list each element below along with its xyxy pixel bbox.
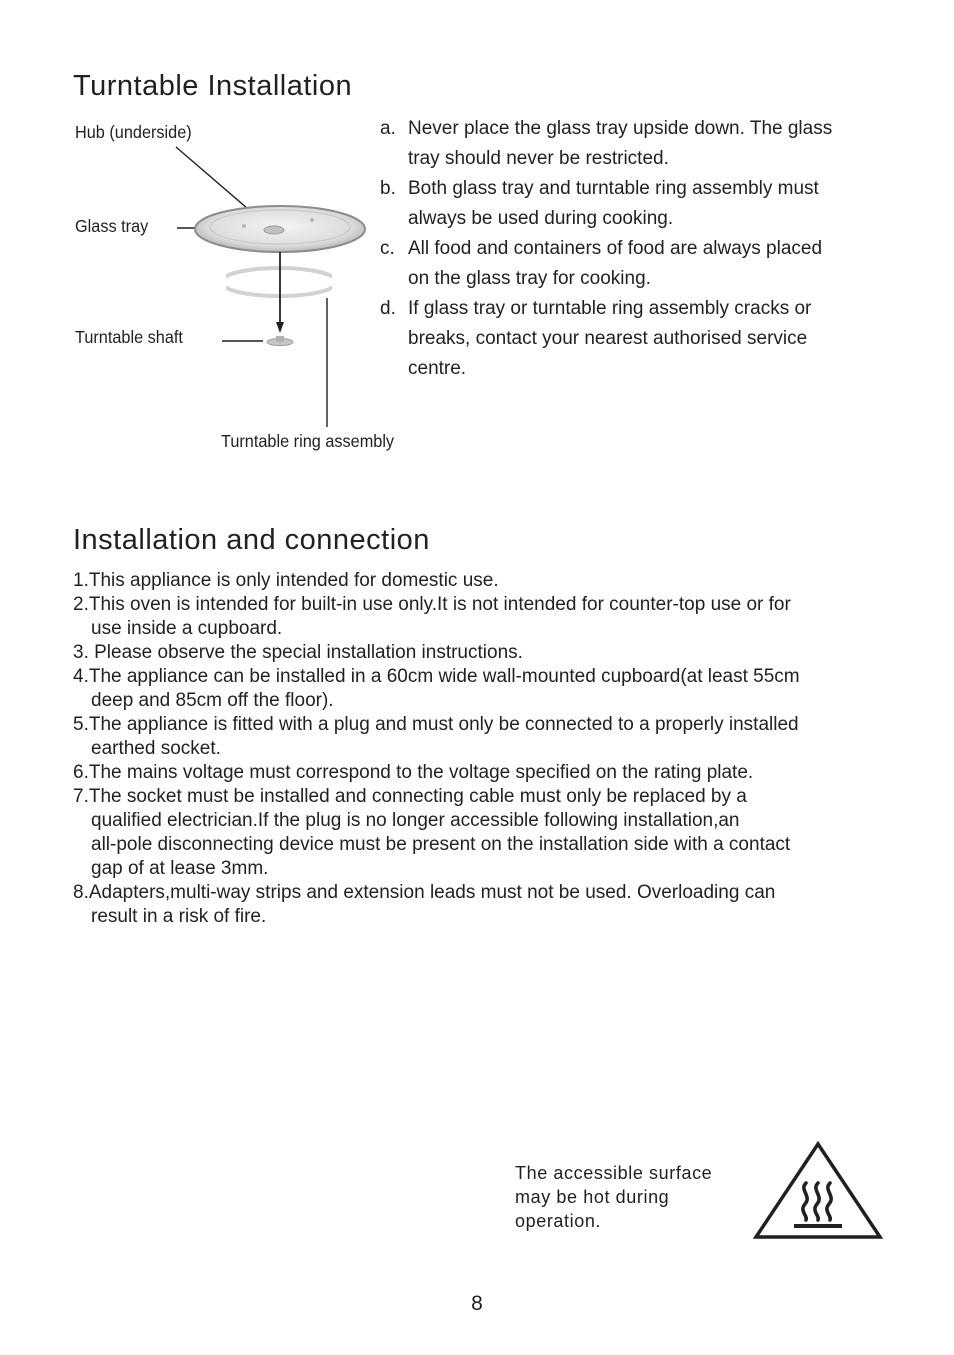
note-line: All food and containers of food are always placed (408, 238, 823, 259)
list-item (73, 593, 903, 641)
list-item (73, 761, 903, 785)
turntable-shaft-label: Turntable shaft (75, 327, 183, 347)
note-line: always be used during cooking. (408, 208, 674, 229)
list-item-continuation: use inside a cupboard. (91, 618, 283, 639)
note-line: Both glass tray and turntable ring assembly must (408, 178, 819, 199)
turntable-notes (378, 114, 898, 384)
list-item-text: 6.The mains voltage must correspond to the voltage specified on the rating plate. (73, 762, 754, 783)
note-letter: c. (380, 238, 395, 259)
glass-tray-label: Glass tray (75, 216, 149, 236)
warning-line: The accessible surface (515, 1163, 713, 1183)
note-letter: d. (380, 298, 396, 319)
list-item (73, 641, 903, 665)
list-item (73, 785, 903, 881)
hub (264, 226, 284, 234)
list-item-continuation: qualified electrician.If the plug is no longer accessible following installation,an (91, 810, 740, 831)
note-item (378, 174, 898, 234)
list-item (73, 881, 903, 929)
note-letter: b. (380, 178, 396, 199)
warning-line: may be hot during (515, 1187, 670, 1207)
warning-line: operation. (515, 1211, 602, 1231)
note-line: breaks, contact your nearest authorised service (408, 328, 808, 349)
list-item-text: 2.This oven is intended for built-in use only.It is not intended for counter-top use or for (73, 594, 791, 615)
list-item (73, 569, 903, 593)
list-item-text: 3. Please observe the special installation instructions. (73, 642, 523, 663)
note-line: If glass tray or turntable ring assembly cracks or (408, 298, 812, 319)
list-item-text: 8.Adapters,multi-way strips and extension leads must not be used. Overloading can (73, 882, 776, 903)
note-line: tray should never be restricted. (408, 148, 669, 169)
note-line: on the glass tray for cooking. (408, 268, 651, 289)
note-line: Never place the glass tray upside down. The glass (408, 118, 833, 139)
list-item-continuation: gap of at lease 3mm. (91, 858, 269, 879)
list-item-continuation: result in a risk of fire. (91, 906, 267, 927)
note-line: centre. (408, 358, 467, 379)
hot-surface-warning-text (515, 1161, 755, 1233)
list-item-text: 5.The appliance is fitted with a plug and must only be connected to a properly installed (73, 714, 799, 735)
list-item-continuation: all-pole disconnecting device must be present on the installation side with a contact (91, 834, 791, 855)
list-item (73, 665, 903, 713)
section-title-turntable: Turntable Installation (73, 70, 353, 102)
list-item-text: 7.The socket must be installed and connecting cable must only be replaced by a (73, 786, 747, 807)
note-letter: a. (380, 118, 396, 139)
note-item (378, 294, 898, 384)
hub-label: Hub (underside) (75, 122, 192, 142)
note-item (378, 114, 898, 174)
turntable-ring (221, 268, 337, 296)
page-number: 8 (471, 1292, 483, 1315)
list-item-continuation: earthed socket. (91, 738, 221, 759)
list-item (73, 713, 903, 761)
list-item-continuation: deep and 85cm off the floor). (91, 690, 334, 711)
turntable-ring-label: Turntable ring assembly (221, 431, 395, 451)
note-item (378, 234, 898, 294)
installation-list (73, 569, 903, 929)
list-item-text: 4.The appliance can be installed in a 60cm wide wall-mounted cupboard(at least 55cm (73, 666, 800, 687)
list-item-text: 1.This appliance is only intended for domestic use. (73, 570, 499, 591)
hot-surface-warning-icon (752, 1140, 884, 1242)
section-title-installation: Installation and connection (73, 524, 430, 556)
